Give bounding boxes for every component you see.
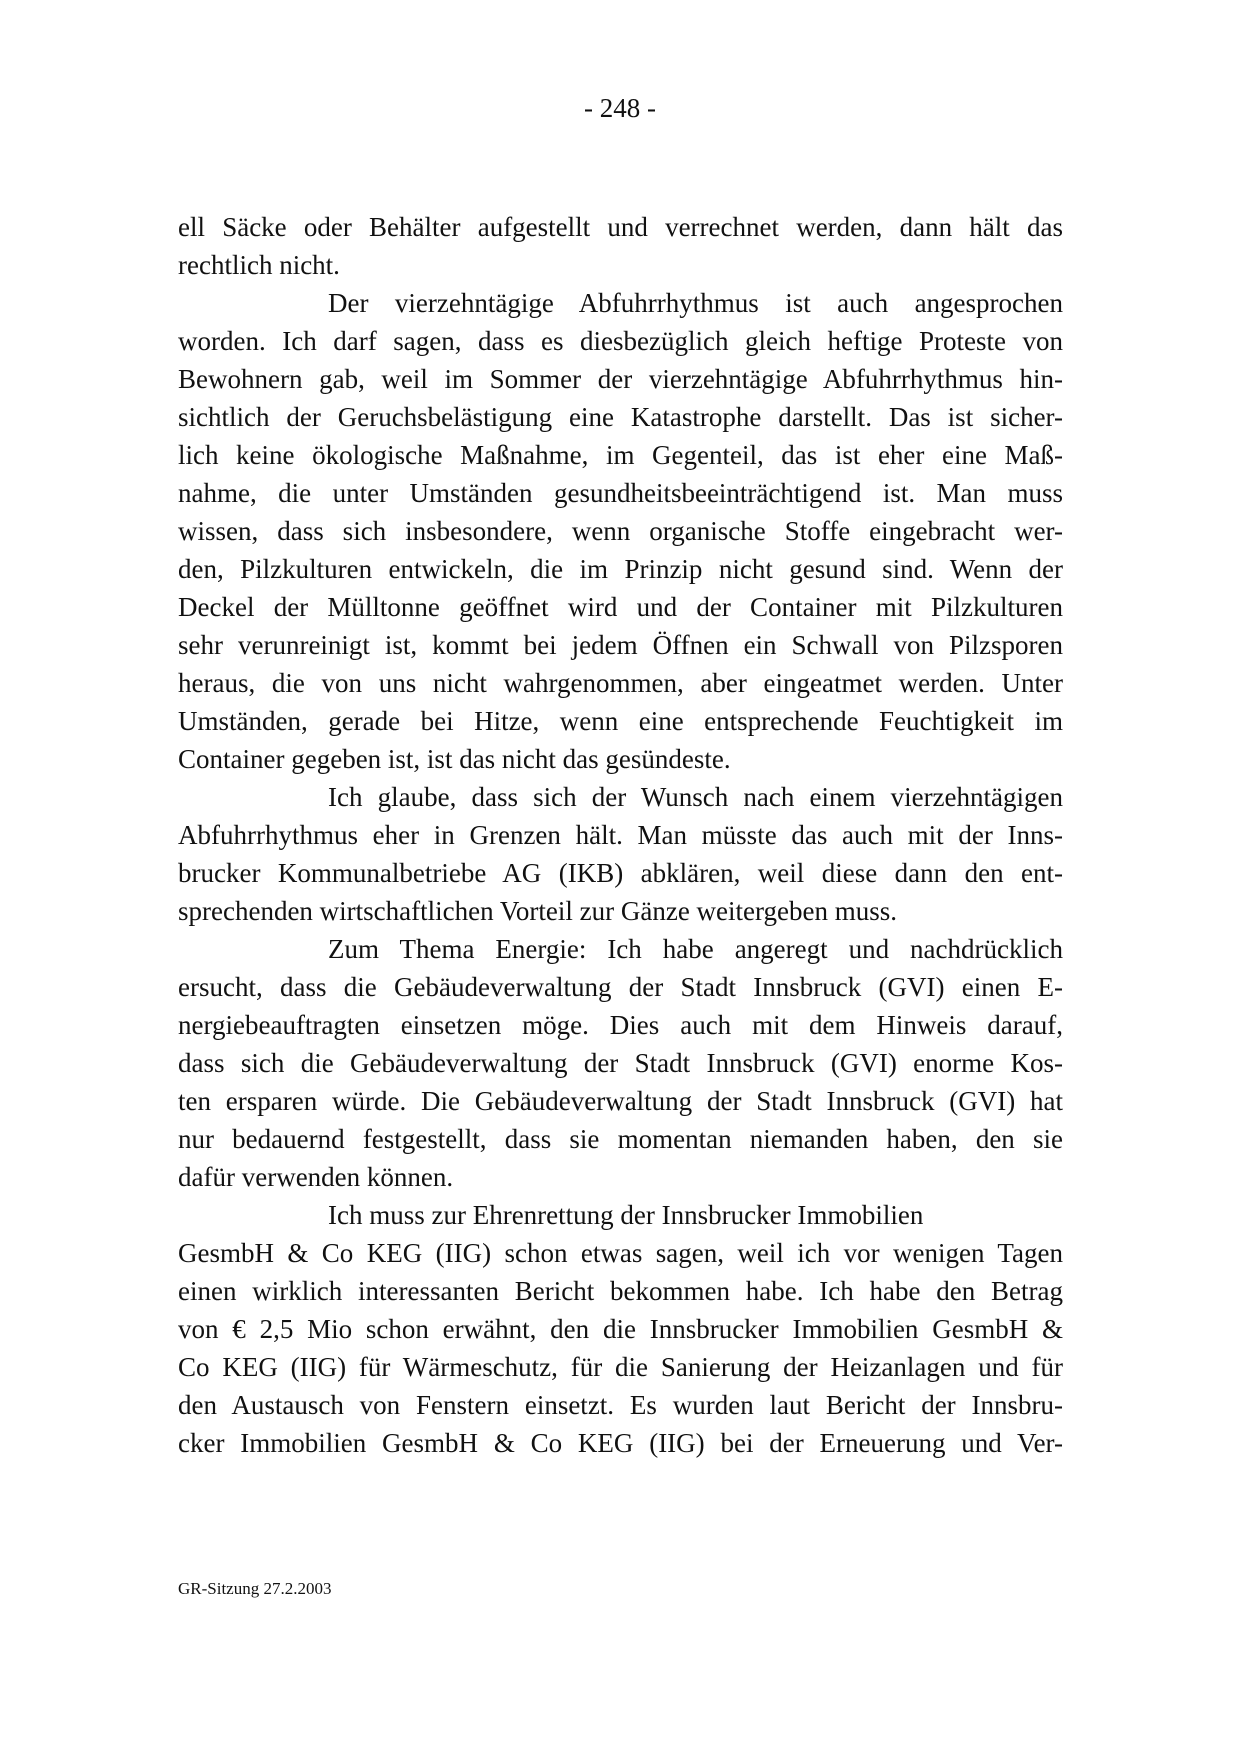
text-line: Abfuhrrhythmus eher in Grenzen hält. Man müsste das auch mit der Inns- xyxy=(178,820,1063,850)
text-line: dafür verwenden können. xyxy=(178,1162,454,1192)
text-line: ersucht, dass die Gebäudeverwaltung der Stadt Innsbruck (GVI) einen E- xyxy=(178,972,1063,1002)
document-body xyxy=(178,208,1063,1462)
text-line: rechtlich nicht. xyxy=(178,250,340,280)
text-line: den, Pilzkulturen entwickeln, die im Prinzip nicht gesund sind. Wenn der xyxy=(178,554,1063,584)
text-line: ell Säcke oder Behälter aufgestellt und verrechnet werden, dann hält das xyxy=(178,212,1063,242)
text-line: wissen, dass sich insbesondere, wenn organische Stoffe eingebracht wer- xyxy=(178,516,1063,546)
text-line: brucker Kommunalbetriebe AG (IKB) abklären, weil diese dann den ent- xyxy=(178,858,1063,888)
text-line: nahme, die unter Umständen gesundheitsbeeinträchtigend ist. Man muss xyxy=(178,478,1063,508)
text-line: Container gegeben ist, ist das nicht das gesündeste. xyxy=(178,744,731,774)
text-line: von € 2,5 Mio schon erwähnt, den die Innsbrucker Immobilien GesmbH & xyxy=(178,1314,1063,1344)
text-line: lich keine ökologische Maßnahme, im Gegenteil, das ist eher eine Maß- xyxy=(178,440,1063,470)
paragraph-start-line: Ich glaube, dass sich der Wunsch nach einem vierzehntägigen xyxy=(328,782,1063,812)
text-line: GesmbH & Co KEG (IIG) schon etwas sagen, weil ich vor wenigen Tagen xyxy=(178,1238,1063,1268)
text-line: den Austausch von Fenstern einsetzt. Es wurden laut Bericht der Innsbru- xyxy=(178,1390,1063,1420)
page-number: - 248 - xyxy=(584,93,656,123)
text-line: Bewohnern gab, weil im Sommer der vierzehntägige Abfuhrrhythmus hin- xyxy=(178,364,1063,394)
text-line: einen wirklich interessanten Bericht bekommen habe. Ich habe den Betrag xyxy=(178,1276,1063,1306)
paragraph-start-line: Zum Thema Energie: Ich habe angeregt und nachdrücklich xyxy=(328,934,1063,964)
text-line: nergiebeauftragten einsetzen möge. Dies auch mit dem Hinweis darauf, xyxy=(178,1010,1063,1040)
text-line: sichtlich der Geruchsbelästigung eine Katastrophe darstellt. Das ist sicher- xyxy=(178,402,1063,432)
text-line: Umständen, gerade bei Hitze, wenn eine entsprechende Feuchtigkeit im xyxy=(178,706,1063,736)
text-line: heraus, die von uns nicht wahrgenommen, aber eingeatmet werden. Unter xyxy=(178,668,1063,698)
paragraph-start-line: Ich muss zur Ehrenrettung der Innsbrucker Immobilien xyxy=(328,1200,924,1230)
paragraph-start-line: Der vierzehntägige Abfuhrrhythmus ist auch angesprochen xyxy=(328,288,1063,318)
text-line: ten ersparen würde. Die Gebäudeverwaltung der Stadt Innsbruck (GVI) hat xyxy=(178,1086,1063,1116)
text-line: dass sich die Gebäudeverwaltung der Stadt Innsbruck (GVI) enorme Kos- xyxy=(178,1048,1063,1078)
text-line: sprechenden wirtschaftlichen Vorteil zur Gänze weitergeben muss. xyxy=(178,896,898,926)
text-line: Co KEG (IIG) für Wärmeschutz, für die Sanierung der Heizanlagen und für xyxy=(178,1352,1063,1382)
text-line: sehr verunreinigt ist, kommt bei jedem Öffnen ein Schwall von Pilzsporen xyxy=(178,630,1063,660)
text-line: Deckel der Mülltonne geöffnet wird und der Container mit Pilzkulturen xyxy=(178,592,1063,622)
text-line: worden. Ich darf sagen, dass es diesbezüglich gleich heftige Proteste von xyxy=(178,326,1063,356)
footer-session-date: GR-Sitzung 27.2.2003 xyxy=(178,1579,332,1598)
text-line: cker Immobilien GesmbH & Co KEG (IIG) bei der Erneuerung und Ver- xyxy=(178,1428,1063,1458)
text-line: nur bedauernd festgestellt, dass sie momentan niemanden haben, den sie xyxy=(178,1124,1063,1154)
